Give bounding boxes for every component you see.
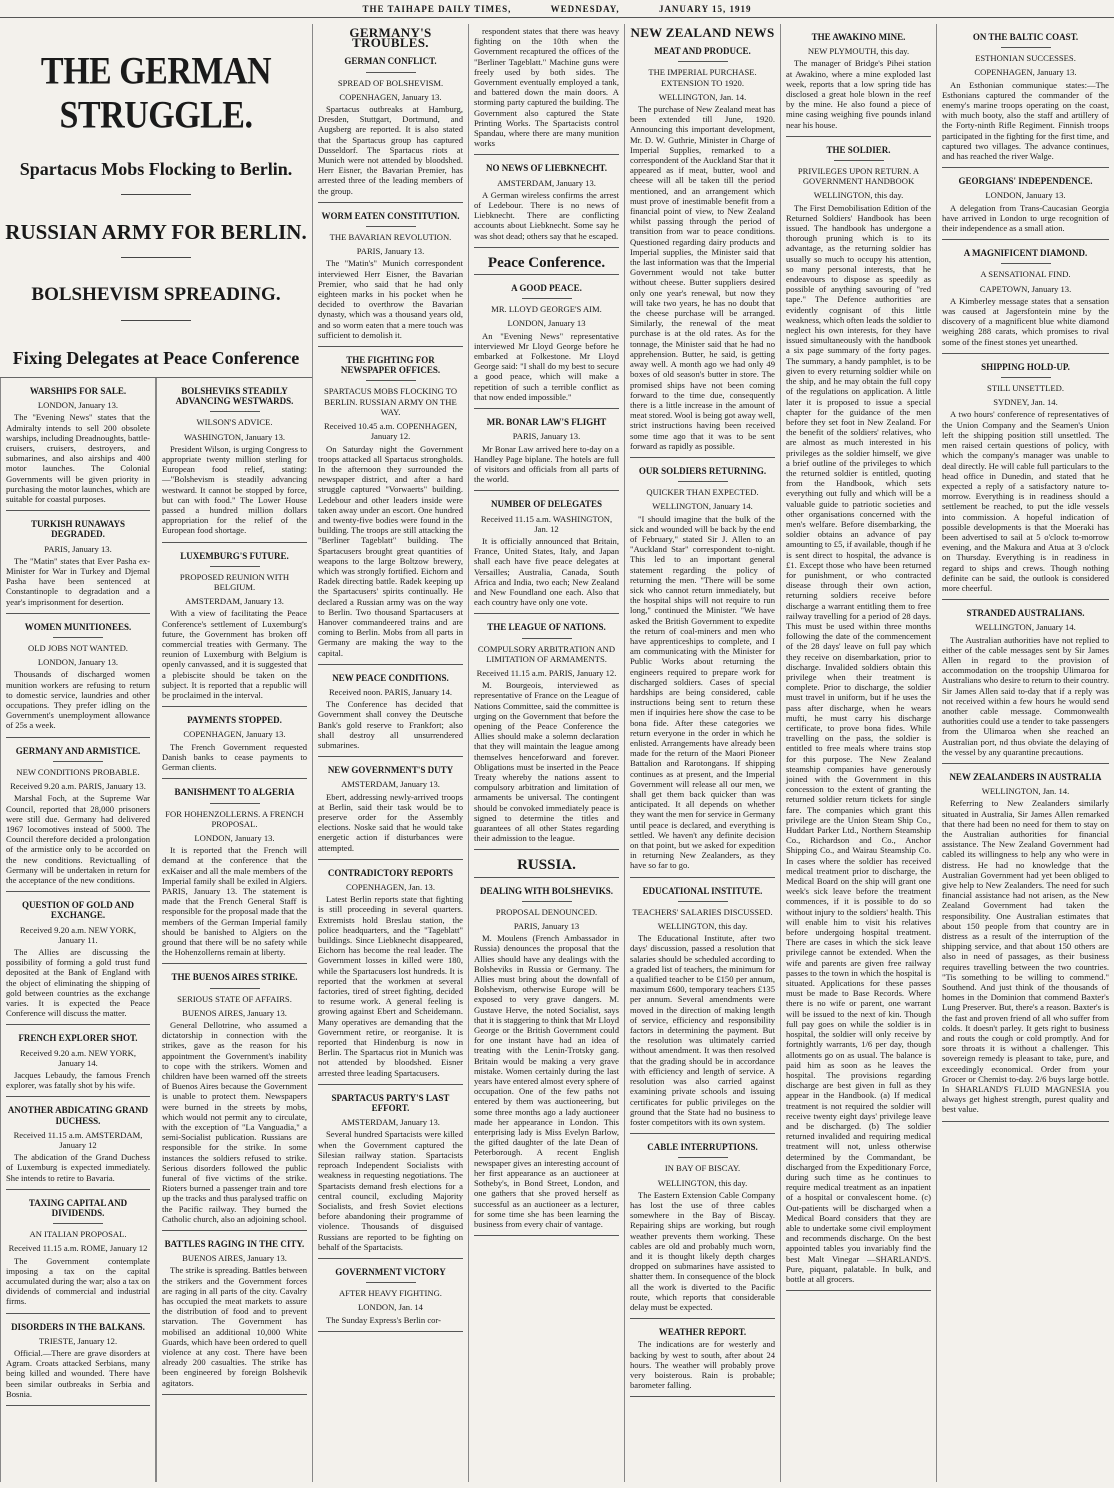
divider xyxy=(53,761,103,762)
article-headline: A MAGNIFICENT DIAMOND. xyxy=(963,248,1088,259)
article-body: The Australian authorities have not replied to either of the cable messages sent by Sir James Allen in regard to the provision of accommodation on the troopship Ulimaroa for Australians who desire to return to their country. Sir James Allen said to-day that if a reply was not received within a few hours he would send another cable message. Commonwealth authorities could use a tender to take passengers from the Ulimaroa when she reached an Australian port, nd thus obviate the delaying of the vessel by any quarantine precautions. xyxy=(942,634,1109,757)
divider xyxy=(942,599,1109,600)
article-body: Referring to New Zealanders similarly situated in Australia, Sir James Allen remarked that there had been no need for them to stay on the Australian authorities for financial assistance. The New Zealand Government had cabled its willingness to help any who were in distress. He had no knowledge that the Australian Government had yet been obliged to give help to New Zealanders. The need for such financial assistance had not arisen, as the New Zealand Government had taken the responsibility. One Australian estimates that about 150 people from that country are in distress as a result of the interruption of the shipping service, and that about 150 others are also in need of passages, as their business requires travelling between the two countries. "Tis something to be willing to commend." Southend. And just think of the thousands of homes in the Dominion that commend Baxter's Lung Preserver. But, there's a reason. Baxter's is the fast and proven friend of all who suffer from colds. It doesn't parley. It gets right to business and routs the cough or cold promptly. And for sore throats it is without a challenger. This sovereign remedy is pleasant to take, pure, and exceedingly economical. Order from your Grocer or Chemist to-day. 2/6 buys large bottle. In SHARLAND'S FLUID MAGNESIA you always get highest strength, purest quality and best value. xyxy=(942,798,1109,1115)
article-body: Ebert, addressing newly-arrived troops at Berlin, said their task would be to preserve order for the Assembly elections. Noske said that he would take energetic action if disturbances were attempted. xyxy=(318,791,463,853)
divider xyxy=(210,803,260,804)
dateline: AMSTERDAM, January 13. xyxy=(185,596,284,607)
divider xyxy=(6,1313,150,1314)
article xyxy=(630,1327,775,1397)
article xyxy=(942,32,1109,168)
divider xyxy=(6,1024,150,1025)
article-subheadline: WILSON'S ADVICE. xyxy=(196,417,273,428)
article-subheadline: THE BAVARIAN REVOLUTION. xyxy=(329,232,452,243)
divider xyxy=(6,510,150,511)
article xyxy=(162,972,307,1231)
column-2 xyxy=(312,24,468,1482)
lead-subhead-3: BOLSHEVISM SPREADING. xyxy=(31,284,281,305)
article-headline: BANISHMENT TO ALGERIA xyxy=(174,787,295,798)
article-headline: TAXING CAPITAL AND DIVIDENDS. xyxy=(28,1197,128,1218)
article-headline: MEAT AND PRODUCE. xyxy=(654,46,751,57)
divider xyxy=(474,1235,619,1236)
article xyxy=(318,765,463,860)
article-body: "I should imagine that the bulk of the sick and wounded will be back by the end of February," stated Sir J. Allen to an "Auckland Star" correspondent to-night. This led to an important general statement regarding the policy of returning the men. "There will be some sick who cannot return immediately, but the hospital ships will not require to run long," continued the Minister. "We have asked the British Government to expedite the return of coal-miners and men who have apprenticeships to complete, and I am communicating with the Minister for Public Works about returning the engineers required to prepare work for discharged soldiers. Cases of special hardships are being considered, cable instructions being sent to return these men if inquiries here show the case to be bona fide. After these categories we return everyone in the order in which he enlisted. Arrangements have already been made for the return of the Maori Pioneer Battalion and Rarotongans. If shipping continues as at present, and the Imperial Government will release all our men, we shall get them back quicker than was anticipated. It all depends on whether they want the men for service in Germany until peace is declared, and everything is settled. We haven't any definite decision on that point, but we asked for expedition in returning New Zealanders, as they have so far to go. xyxy=(630,513,775,871)
article-body: M. Moulens (French Ambassador in Russia) denounces the proposal that the Allies should have any dealings with the Bolsheviks in Russia or Germany. The Allies must bring about the downfall of Bolshevism, otherwise Europe will be exposed to very grave dangers. M. Gustave Herve, the noted Socialist, says that it is staggering to think that Mr Lloyd George or the British Government could for one instant have had an idea of treating with the Lenin-Trotsky gang. Britain would be making a very grave mistake. Women certainly during the last years have entered almost every sphere of occupation. One of the few paths not entered by them was auctioneering, but some three months ago a lady auctioneer made her appearance in London. This enterprising lady is Miss Evelyn Barlow, the gifted daughter of the late Dean of Peterborough. A recent English newspaper gives an interesting account of her first appearance as an auctioneer at Sotheby's, in Bond Street, London, and one gathers that she proved herself as successful as an auctioneer as a lecturer, for some time she has been learning the business from every chair of vantage. xyxy=(474,933,619,1229)
divider xyxy=(162,542,307,543)
dateline: Received 9.20 a.m. NEW YORK, January 14. xyxy=(20,1047,136,1068)
article xyxy=(162,551,307,708)
divider xyxy=(162,706,307,707)
divider xyxy=(318,346,463,347)
article-body: The Eastern Extension Cable Company has lost the use of three cables somewhere in the Bay of Biscay. Repairing ships are working, but rough weather prevents them working. These cables are old and probably much worn, and it is thought likely depth charges dropped on submarines have assisted to shatter them. In consequence of the block all the work is diverted to the Pacific route, which reports that considerable delay must be expected. xyxy=(630,1189,775,1312)
article-headline: NEW PEACE CONDITIONS. xyxy=(332,672,449,683)
article-subheadline: NEW CONDITIONS PROBABLE. xyxy=(16,766,140,777)
article xyxy=(318,868,463,1085)
article-subheadline: SPREAD OF BOLSHEVISM. xyxy=(337,77,444,88)
article-body: Thousands of discharged women munition workers are refusing to return to domestic service, laundries and other occupations. They prefer idling on the Government's unemployment allowance of 25s a week. xyxy=(6,669,150,731)
divider xyxy=(474,877,619,878)
divider xyxy=(210,566,260,567)
dateline: LONDON, Jan. 14 xyxy=(358,1302,423,1313)
dateline: AMSTERDAM, January 13. xyxy=(341,1117,440,1128)
dateline: PARIS, January 13. xyxy=(44,543,112,554)
article-headline: TURKISH RUNAWAYS DEGRADED. xyxy=(31,519,125,540)
article xyxy=(318,211,463,347)
article-headline: QUESTION OF GOLD AND EXCHANGE. xyxy=(22,900,134,921)
divider xyxy=(6,737,150,738)
lead-subhead-1: Spartacus Mobs Flocking to Berlin. xyxy=(19,159,293,179)
divider xyxy=(318,202,463,203)
article xyxy=(318,1267,463,1332)
issue-date: JANUARY 15, 1919 xyxy=(658,4,752,14)
article-headline: ON THE BALTIC COAST. xyxy=(972,32,1079,42)
column-1a xyxy=(0,378,156,1482)
article-headline: BATTLES RAGING IN THE CITY. xyxy=(164,1239,305,1250)
article-headline: DISORDERS IN THE BALKANS. xyxy=(11,1321,145,1332)
divider xyxy=(318,1084,463,1085)
article-headline: GEORGIANS' INDEPENDENCE. xyxy=(958,176,1093,187)
divider xyxy=(318,1258,463,1259)
divider xyxy=(6,613,150,614)
lead-headline-block xyxy=(0,24,312,378)
divider xyxy=(162,778,307,779)
article-body: The First Demobilisation Edition of the Returned Soldiers' Handbook has been issued. The handbook has undergone a thorough pruning which is to its advantage, as the returning soldier has usually so much to occupy his attention, so many personal interests, that he endeavours to dispose as speedily as possible of anything savouring of "red tape." The Defence authorities are evidently cognisant of this little weakness, which often leads the soldier to neglect his own interests, for they have issued simultaneously with the handbook a six page summary of the forty pages. The summary, a handy pamphlet, is to be given to every returning soldier while on the ship, and he may obtain the full copy of the regulations on application. A little later it is proposed to issue a special chapter for the guidance of the men before they set foot in New Zealand. For the benefit of the soldiers' relatives, who are almost as much interested in his privileges as the soldier himself, we give a brief outline of the privileges to which the returned soldier is entitled, quoting from the Handbook, which sets everything out fully and which will be a valuable guide to patriotic societies and other organisations concerned with the men's welfare. Before disembarking, the soldier obtains an advance of pay amounting to £5, if available, though if he is sent direct to hospital, the advance is £1. Except those who have been returned for punishment, or who contracted disease through their own action, returning soldiers receive before discharge a warrant entitling them to free railway travelling for a period of 28 days. This must be used within three months following the date of the commencement of the 28 days' leave on full pay which they receive on disembarkation, prior to discharge. Invalided soldiers obtain this privilege when their treatment is complete. Prior to discharge, the soldier must travel in uniform, but if he uses the pass after discharge, when he wears mufti, he must carry his discharge certificate, to prove bona fides. While travelling on the pass, the soldier is entitled to free meals where trains stop for this purpose. The New Zealand steamship companies have generously joined with the Government in this concession to the extent of granting the returned soldier return tickets for single fare. The companies which grant this privilege are the Union Steam Ship Co., Huddart Parker Ltd., Northern Steamship Co., Richardson and Co., Anchor Shipping Co., and Wairau Steamship Co. In cases where the soldier has received medical treatment prior to discharge, the Medical Board on the ship will grant one week's sick leave before the treatment commences, if it is possible to do so without injury to the soldiers' health. This will enable him to visit his relatives before undergoing hospital treatment. There are cases in which the sick leave privilege cannot be extended. When the wife and parents are given free railway passes to the town in which the hospital is situated. Applications for these passes must be made to Base Records. Where there is no wife or parent, one warrant will be issued to the next of kin. Though full pay goes on while the soldier is in hospital, the soldier will only receive by fortnightly warrants, 1/6 per day, though allotments go on as usual. The balance is paid him as soon as he leaves the hospital. The provisions regarding discharge are best given in full as they appear in the Handbook. (a) If medical treatment is not required the soldier will receive twenty eight days' privilege leave and be discharged. (b) The soldier returned invalided and requiring medical treatment will not, unless otherwise determined by the Commandant, be discharged from the Expeditionary Force, during such time as he continues to require medical treatment as an inpatient of a hospital or convalescent home. (c) Out-patients will be discharged when a Medical Board considers that they are able to undertake some civil employment and recommends discharge. On the best appointed tables you invariably find the best Malt Vinegar —SHARLAND'S. Pure, piquant, palatable. In bulk, and bottle at all grocers. xyxy=(786,202,931,1284)
article-subheadline: TEACHERS' SALARIES DISCUSSED. xyxy=(632,906,773,917)
dateline: NEW PLYMOUTH, this day. xyxy=(807,46,910,57)
article-headline: MR. BONAR LAW'S FLIGHT xyxy=(486,417,607,428)
article-subheadline: ESTHONIAN SUCCESSES. xyxy=(975,53,1076,64)
article xyxy=(162,715,307,779)
divider xyxy=(630,1318,775,1319)
column-6 xyxy=(936,24,1114,1482)
article-body: A delegation from Trans-Caucasian Georgia have arrived in London to urge recognition of their independence as a small ation. xyxy=(942,202,1109,234)
dateline: LONDON, January 13. xyxy=(194,832,275,843)
article xyxy=(942,248,1109,354)
divider xyxy=(522,901,572,902)
divider xyxy=(366,380,416,381)
article-body: The purchase of New Zealand meat has been extended till June, 1920. Announcing this important development, Mr. D. W. Guthrie, Minister in Charge of Imperial Supplies, remarked to a correspondent of the Auckland Star that it appeared as if meat, butter, wool and cheese will all be taken till the period mentioned, and an arrangement which must prove of inestimable benefit from a financial point of view, to New Zealand whilst passing through the period of transition from war to peace conditions. Questioned regarding dairy products and Imperial supplies, the Minister said that the last information was that the Imperial Government would not take butter without cheese. Butter suppliers desired only one year's renewal, but now they will take two years, he has no doubt that the cheese purchase will be arranged. Similarly, the renewal of the meat purchase is at the old rates. As for the tonnage, the Minister said that he had no apprehension. Butter, he said, is getting away well. A month ago we had only 49 boxes of old season's butter in store. The promised ships have not been coming forward to the time due, consequently there is a little increase in the amount of meat stored. Wool is being got away well, strict instructions having been received some time ago that it was to be sent forward as rapidly as possible. xyxy=(630,104,775,451)
article xyxy=(474,622,619,850)
article-subheadline: SPARTACUS MOBS FLOCKING TO BERLIN. RUSSIAN ARMY ON THE WAY. xyxy=(323,386,458,417)
article-subheadline: PROPOSAL DENOUNCED. xyxy=(495,906,598,917)
dateline: WELLINGTON, Jan. 14. xyxy=(658,91,747,102)
article xyxy=(474,254,619,275)
article-headline: BOLSHEVIKS STEADILY ADVANCING WESTWARDS. xyxy=(175,386,294,407)
dateline: Received 9.20 a.m. NEW YORK, January 11. xyxy=(20,924,136,945)
paper-name: THE TAIHAPE DAILY TIMES, xyxy=(362,4,512,14)
article-subheadline: IN BAY OF BISCAY. xyxy=(664,1163,741,1174)
divider xyxy=(366,1282,416,1283)
divider xyxy=(678,901,728,902)
article-subheadline: SERIOUS STATE OF AFFAIRS. xyxy=(177,993,292,1004)
article xyxy=(6,519,150,614)
article xyxy=(6,1198,150,1314)
divider xyxy=(474,247,619,248)
column-3 xyxy=(468,24,624,1482)
article-body: An Esthonian communique states:—The Esthonians captured the commander of the enemy's marine troops operating on the coast, with much booty, also the staff and artillery of the Forty-ninth Rifle Regiment. Finnish troops participated in the fighting for the first time, and captured two villages. The advance continues, and has reached the river Walge. xyxy=(942,79,1109,162)
divider xyxy=(522,298,572,299)
article-headline: OUR SOLDIERS RETURNING. xyxy=(638,465,767,476)
article-headline: CABLE INTERRUPTIONS. xyxy=(647,1142,758,1153)
article-headline: NO NEWS OF LIEBKNECHT. xyxy=(485,163,608,174)
dateline: BUENOS AIRES, January 13. xyxy=(182,1007,287,1018)
divider xyxy=(6,1096,150,1097)
article-headline: THE BUENOS AIRES STRIKE. xyxy=(171,972,298,983)
divider xyxy=(942,239,1109,240)
article-subheadline: FOR HOHENZOLLERNS. A FRENCH PROPOSAL. xyxy=(165,808,304,829)
article-body: President Wilson, is urging Congress to appropriate twenty million sterling for European food relief, stating:—"Bolshevism is steadily advancing westward. It cannot be stopped by force, but can with food." The Lower House passed a hundred million dollars appropriation for the relief of the European food shortage. xyxy=(162,443,307,536)
article-headline: SHIPPING HOLD-UP. xyxy=(981,361,1070,372)
article xyxy=(6,386,150,511)
article-headline: A GOOD PEACE. xyxy=(511,283,582,294)
article-body: The strike is spreading. Battles between the strikers and the Government forces are raging in all parts of the city. Cavalry has occupied the meat markets to assure the distribution of food and to prevent starvation. The Government has mobilised an additional 10,000 White Guards, which have been ordered to quell violence at any cost. There have been already 200 casualties. The strike has been engineered by foreign Bolshevik agitators. xyxy=(162,1265,307,1388)
divider xyxy=(318,859,463,860)
article xyxy=(6,622,150,738)
dateline: WELLINGTON, Jan. 14. xyxy=(981,786,1070,797)
article-body: The Conference has decided that Government shall convey the Deutsche Bank's gold reserve to Frankfort; also shall destroy all unsurrendered submarines. xyxy=(318,699,463,750)
divider xyxy=(121,320,191,321)
article-headline: NEW ZEALANDERS IN AUSTRALIA xyxy=(949,771,1102,782)
dateline: WELLINGTON, this day. xyxy=(813,190,904,201)
article-headline: NUMBER OF DELEGATES xyxy=(490,499,602,510)
dateline: PARIS, January 13. xyxy=(356,246,425,257)
article-subheadline: COMPULSORY ARBITRATION AND LIMITATION OF ARMAMENTS. xyxy=(477,643,616,664)
article-body: It is reported that the French will demand at the conference that the exKaiser and all the male members of the Imperial family shall be exiled in Algiers. PARIS, January 13. The statement is made that the French General Staff is responsible for the proposal made that the members of the German Imperial family should be banished to Algiers on the ground that there will be no safety while the Hohenzollerns remain at liberty. xyxy=(162,845,307,958)
dateline: AMSTERDAM, January 13. xyxy=(497,177,596,188)
dateline: COPENHAGEN, January 13. xyxy=(183,729,286,740)
divider xyxy=(834,160,884,161)
divider xyxy=(6,891,150,892)
article-body: M. Bourgeois, interviewed as representative of France on the League of Nations Committee, said the committee is urging on the Government that before the opening of the Peace Conference the Allies should make a solemn declaration that they will maintain the league among themselves henceforward and forever. Obligations must be inserted in the Peace Treaty whereby the nations assent to compulsory arbitration and limitation of armaments be universal. The contingent should be convoked immediately peace is signed to determine the titles and guarantees of all other States regarding their admission to the league. xyxy=(474,680,619,844)
dateline: PARIS, January 13. xyxy=(512,431,581,442)
article xyxy=(630,466,775,878)
article-body: The "Evening News" states that the Admiralty intends to sell 200 obsolete warships, including Dreadnoughts, battle-cruisers, cruisers, destroyers, and submarines, and also airships and 400 motor launches. The Colonial Governments will be given priority in purchasing the motor launches, which are suitable for coastal purposes. xyxy=(6,412,150,505)
divider xyxy=(1001,263,1051,264)
article xyxy=(318,56,463,202)
divider xyxy=(786,136,931,137)
dateline: BUENOS AIRES, January 13. xyxy=(182,1253,287,1264)
article xyxy=(6,900,150,1025)
divider xyxy=(474,274,619,275)
divider xyxy=(1001,47,1051,48)
article-body: Mr Bonar Law arrived here to-day on a Handley Page biplane. The hotels are full of visitors and officials from all parts of the world. xyxy=(474,443,619,485)
divider xyxy=(6,1189,150,1190)
article-headline: SPARTACUS PARTY'S LAST EFFORT. xyxy=(331,1092,450,1114)
divider xyxy=(53,637,103,638)
article-body: General Dellotrine, who assumed a dictatorship in connection with the strikes, gave as the reason for his appointment the Government's inability to cope with the strikers. Women and children have been warned off the streets of Buenos Aires because the Government is unable to protect them. Newspapers were burned in the streets by mobs, which would not permit any to circulate, with the exception of "La Vanguadia," a semi-Socialist publication. Russians are responsible for the strike. In some instances the soldiers refused to strike. Serious disorders followed the public funeral of five victims of the strike. Rioters burned a passenger train and tore up the tracks and thus paralysed traffic on the Pacific railway. They burned the Catholic church, also an adjoining school. xyxy=(162,1019,307,1224)
dateline: SYDNEY, Jan. 14. xyxy=(993,397,1058,408)
article-headline: GOVERNMENT VICTORY xyxy=(335,1266,446,1277)
article-body: With a view of facilitating the Peace Conference's settlement of Luxemburg's future, the Government has broken off commercial treaties with Germany. The reunion of Luxemburg with Belgium is openly canvassed, and it is suggested that a plebiscite should be taken on the subject. It is reported that a republic will be proclaimed in the interval. xyxy=(162,608,307,701)
article-headline: CONTRADICTORY REPORTS xyxy=(327,867,454,878)
divider xyxy=(6,1405,150,1406)
article-body: Official.—There are grave disorders at Agram. Croats attacked Serbians, many being killed and wounded. There have been similar outbreaks in Serbia and Bosnia. xyxy=(6,1348,150,1399)
divider xyxy=(210,411,260,412)
dateline: COPENHAGEN, Jan. 13. xyxy=(345,882,436,893)
article-subheadline: MR. LLOYD GEORGE'S AIM. xyxy=(491,304,602,315)
dateline: LONDON, January 13 xyxy=(507,318,586,329)
dateline: CAPETOWN, January 13. xyxy=(979,283,1072,294)
divider xyxy=(318,1331,463,1332)
lead-subhead-2: RUSSIAN ARMY FOR BERLIN. xyxy=(5,220,307,244)
divider xyxy=(522,638,572,639)
article xyxy=(942,608,1109,764)
article xyxy=(786,32,931,137)
dateline: Received 11.15 a.m. PARIS, January 12. xyxy=(476,667,617,678)
article-body: The manager of Bridge's Pihei station at Awakino, where a mine exploded last week, reports that a low spring tide has disclosed a great hole blown in the reef by the mine. He also found a piece of mine casing weighing five pounds inland near his house. xyxy=(786,58,931,130)
dateline: COPENHAGEN, January 13. xyxy=(339,91,442,102)
article-body: A Kimberley message states that a sensation was caused at Jagersfontein mine by the discovery of a magnificent blue white diamond weighing 288 carats, which promises to rival some of the finest stones yet unearthed. xyxy=(942,295,1109,347)
section-heading: Peace Conference. xyxy=(487,254,606,271)
divider xyxy=(162,1394,307,1395)
article-body: A two hours' conference of representatives of the Union Company and the Seamen's Union left the shipping position still unsettled. The men raised certain questions of policy, with which the company's manager was unable to deal directly. He will cable full particulars to the head office in Dunedin, and stated that he expected a reply of a satisfactory nature to-morrow. Everything is in readiness should a settlement be reached, to put the idle vessels into commission. A hopeful indication of possible developments is that the Moeraki has been advertised to sail at 5 o'clock to-morrow evening, and the Makura and Atua at 3 o'clock on Thursday. Everything is in readiness in regard to ships and crews. Though nothing definite can be said, the outlook is considered more cheerful. xyxy=(942,409,1109,593)
article xyxy=(474,499,619,614)
article-subheadline: QUICKER THAN EXPECTED. xyxy=(646,487,759,498)
article-subheadline: PRIVILEGES UPON RETURN. A GOVERNMENT HANDBOOK xyxy=(797,166,920,187)
article xyxy=(474,26,619,155)
article-body: The Sunday Express's Berlin cor- xyxy=(326,1314,441,1325)
article-headline: WARSHIPS FOR SALE. xyxy=(29,386,127,396)
article-headline: EDUCATIONAL INSTITUTE. xyxy=(642,885,763,896)
divider xyxy=(942,763,1109,764)
article-body: Spartacus outbreaks at Hamburg, Dresden, Stuttgart, Dortmund, and Augsberg are reported. It is also stated that the Spartacus group has captured Dusseldorf. The Spartacus riots at Munich were not attended by bloodshed. Herr Eisner, the Bavarian Premier, has arrested three of the leading members of the group. xyxy=(318,104,463,196)
article-headline: FRENCH EXPLORER SHOT. xyxy=(18,1033,138,1044)
article-body: The Government contemplate imposing a tax on the capital accumulated during the war; also a tax on dividends of commercial and industrial firms. xyxy=(6,1255,150,1307)
article xyxy=(630,886,775,1134)
article-body: A German wireless confirms the arrest of Ledebour. There is no news of Liebknecht. There are conflicting accounts about Liebknecht. Some say he was shot dead; others say that he escaped. xyxy=(474,189,619,241)
dateline: Received 11.15 a.m. ROME, January 12 xyxy=(8,1243,148,1254)
article xyxy=(474,417,619,491)
column-title: NEW ZEALAND NEWS xyxy=(630,25,775,40)
article-headline: WOMEN MUNITIONEES. xyxy=(24,621,132,632)
column-5 xyxy=(780,24,936,1482)
article-body: The Allies are discussing the possibility of forming a gold trust fund deposited at the Bank of England with the object of eliminating the shipping of gold between countries as the exchange varies. It is expected the Peace Conference will discuss the matter. xyxy=(6,946,150,1019)
article-headline: GERMAN CONFLICT. xyxy=(344,56,437,67)
article-body: Jacques Lebaudy, the famous French explorer, was fatally shot by his wife. xyxy=(6,1069,150,1091)
article xyxy=(474,283,619,409)
article-headline: THE AWAKINO MINE. xyxy=(811,32,906,42)
dateline: COPENHAGEN, January 13. xyxy=(974,67,1077,78)
divider xyxy=(630,877,775,878)
article-subheadline: A SENSATIONAL FIND. xyxy=(980,269,1071,280)
article-headline: PAYMENTS STOPPED. xyxy=(187,715,282,726)
article xyxy=(6,746,150,892)
divider xyxy=(366,226,416,227)
divider xyxy=(942,353,1109,354)
article xyxy=(786,145,931,1291)
article xyxy=(942,772,1109,1122)
article xyxy=(942,362,1109,600)
article-body: On Saturday night the Government troops attacked all Spartacus strongholds. In the afternoon they surrounded the newspaper district, and after a hard struggle captured "Vorwaerts" building. Ledebour and other leaders inside were taken away under an escort. One hundred and twenty-five bodies were found in the building. The troops are still attacking the "Berliner Tageblatt" building. The Spartacusers brought great quantities of weapons to the large Boltzow brewery, which was strongly fortified. Eichorn and Radek directing battle. Radek keeping up the Spartacusers' spirits continually. He declared a Russian army was on the way to Berlin. Two thousand Spartacusers at Hanover commandeered trains and are coming to Berlin. Mobs from all parts in Germany are making the way to the capital. xyxy=(318,443,463,658)
article-body: Latest Berlin reports state that fighting is still proceeding in several quarters. Extremists hold Breslau station, the police headquarters, and the "Tageblatt" buildings. Since Liebknecht disappeared, Eichorn has become the real leader. The Government losses in killed were 180, while the Spartacusers lost hundreds. It is reported that the workmen at several factories, tired of street fighting, decided to resume work. A general feeling is growing against Ebert and Scheidemann. Many operatives are demanding that the Government retire, or reorganise. It is reported that Hindenburg is now in Berlin. The Spartacus riot in Munich was not attended by bloodshed. Eisner arrested three leading Spartacusers. xyxy=(318,894,463,1078)
divider xyxy=(630,1133,775,1134)
article-body: The "Matin" states that Ever Pasha ex-Minister for War in Turkey and Djemal Pasha have been sentenced at Constantinople to degradation and a year's imprisonment for desertion. xyxy=(6,555,150,607)
column-title: GERMANY'S TROUBLES. xyxy=(349,25,432,51)
divider xyxy=(474,849,619,850)
article xyxy=(318,355,463,665)
article-headline: STRANDED AUSTRALIANS. xyxy=(966,608,1085,619)
divider xyxy=(678,481,728,482)
dateline: WELLINGTON, this day. xyxy=(657,921,748,932)
article-headline: THE FIGHTING FOR NEWSPAPER OFFICES. xyxy=(340,355,441,376)
article xyxy=(6,1322,150,1406)
article-subheadline: AFTER HEAVY FIGHTING. xyxy=(339,1288,442,1299)
dateline: WELLINGTON, January 14. xyxy=(975,622,1076,633)
divider xyxy=(630,457,775,458)
article xyxy=(6,1033,150,1097)
divider xyxy=(678,1157,728,1158)
divider xyxy=(318,756,463,757)
article-body: The French Government requested Danish banks to cease payments to German clients. xyxy=(162,741,307,773)
article-body: The abdication of the Grand Duchess of Luxemburg is expected immediately. She intends to retire to Bavaria. xyxy=(6,1152,150,1183)
divider xyxy=(366,72,416,73)
article-subheadline: THE IMPERIAL PURCHASE. EXTENSION TO 1920. xyxy=(648,67,757,88)
divider xyxy=(1001,377,1051,378)
dateline: Received 11.15 a.m. WASHINGTON, Jan. 12 xyxy=(480,513,613,534)
article xyxy=(162,386,307,543)
dateline: Received 9.20 a.m. PARIS, January 13. xyxy=(10,781,146,792)
article-subheadline: PROPOSED REUNION WITH BELGIUM. xyxy=(179,571,290,593)
divider xyxy=(678,61,728,62)
divider xyxy=(474,154,619,155)
lead-subhead-4: Fixing Delegates at Peace Conference xyxy=(12,348,300,368)
dateline: TRIESTE, January 12. xyxy=(38,1335,118,1346)
dateline: WELLINGTON, this day. xyxy=(657,1177,748,1188)
dateline: AMSTERDAM, January 13. xyxy=(341,779,440,790)
article-headline: NEW GOVERNMENT'S DUTY xyxy=(327,765,454,776)
divider xyxy=(630,1396,775,1397)
divider xyxy=(162,963,307,964)
article xyxy=(6,1105,150,1189)
article xyxy=(318,1093,463,1259)
dateline: Received 11.15 a.m. AMSTERDAM, January 12 xyxy=(13,1129,143,1150)
article xyxy=(630,1142,775,1319)
article xyxy=(318,673,463,757)
article xyxy=(942,176,1109,240)
article-headline: DEALING WITH BOLSHEVIKS. xyxy=(479,885,614,896)
issue-day: WEDNESDAY, xyxy=(550,4,620,14)
article xyxy=(474,886,619,1237)
article xyxy=(474,857,619,877)
lead-title: THE GERMAN STRUGGLE. xyxy=(40,50,272,137)
masthead xyxy=(0,0,1114,18)
article xyxy=(630,46,775,458)
article-subheadline: AN ITALIAN PROPOSAL. xyxy=(29,1229,127,1240)
article-body: The indications are for westerly and backing by west to south, after about 24 hours. The weather will probably prove very boisterous. Rain is probable; barometer falling. xyxy=(630,1339,775,1391)
article-body: It is officially announced that Britain, France, United States, Italy, and Japan shall each have five peace delegates at Versailles; Australia, Canada, South Africa and India, two each; New Zealand and New Foundland one each. Also that each country have only one vote. xyxy=(474,535,619,608)
divider xyxy=(210,988,260,989)
column-1b xyxy=(156,378,312,1482)
article-headline: WORM EATEN CONSTITUTION. xyxy=(321,210,460,221)
dateline: LONDON, January 13. xyxy=(985,190,1066,201)
divider xyxy=(474,408,619,409)
article-body: The Educational Institute, after two days' discussion, passed a resolution that salaries should be scheduled according to a graded list of teachers, the minimum for a qualified teacher to be £150 per annum, maximum £600, temporary teachers £135 per annum. Several amendments were moved in the direction of making length of service, efficiency and responsibility factors in determining the payment. But the resolution was ultimately carried without amendment. It was then resolved that the grading should be in accordance with efficiency and length of service. A resolution was also carried against examining private schools and issuing certificates for public privileges on the ground that the State had no business to foster competitors with its own system. xyxy=(630,933,775,1127)
column-4 xyxy=(624,24,780,1482)
article-headline: WEATHER REPORT. xyxy=(658,1327,747,1338)
divider xyxy=(474,490,619,491)
divider xyxy=(474,613,619,614)
article-body: Several hundred Spartacists were killed when the Government captured the Silesian railway station. Spartacists reproach Independent Socialists with weakness in requesting negotiations. The Spartacists demand fresh elections for a central council, excluding Majority Socialists, and fresh Soviet elections before abandoning their programme of violence. Thousands of disguised Russians are reported to be fighting on behalf of the Spartacists. xyxy=(318,1129,463,1252)
article-body: The "Matin's" Munich correspondent interviewed Herr Eisner, the Bavarian Premier, who said that he had only eighteen marks in his pocket when he decided to overthrow the Bavarian dynasty, which was a thousand years old, and so worm eaten that a mere touch was sufficient to demolish it. xyxy=(318,258,463,340)
article xyxy=(162,787,307,964)
dateline: WELLINGTON, January 14. xyxy=(652,501,753,512)
divider xyxy=(162,1230,307,1231)
divider xyxy=(121,257,191,258)
article-headline: LUXEMBURG'S FUTURE. xyxy=(180,550,289,561)
dateline: PARIS, January 13 xyxy=(513,921,580,932)
section-heading: RUSSIA. xyxy=(517,857,576,874)
dateline: Received 10.45 a.m. COPENHAGEN, January 12. xyxy=(324,421,457,442)
dateline: WASHINGTON, January 13. xyxy=(183,431,286,442)
article-headline: THE SOLDIER. xyxy=(826,144,891,155)
divider xyxy=(942,167,1109,168)
divider xyxy=(942,1121,1109,1122)
article-body: An "Evening News" representative interviewed Mr Lloyd George before he embarked at Folkestone. Mr Lloyd George said: "I shall do my best to secure a good peace, which will make a repetition of such a terrible conflict as that now ended impossible." xyxy=(474,330,619,402)
article xyxy=(474,163,619,247)
article-headline: THE LEAGUE OF NATIONS. xyxy=(487,622,606,633)
dateline: LONDON, January 13. xyxy=(37,400,119,411)
article-headline: GERMANY AND ARMISTICE. xyxy=(15,745,141,756)
article-body: Marshal Foch, at the Supreme War Council, reported that 28,000 prisoners were still due. Germany had delivered 1967 locomotives instead of 5000. The Council therefore decided a prolongation of the armistice only to be accorded on the new conditions. Revictualling of Germany will be undertaken in return for the acceptance of the new conditions. xyxy=(6,793,150,885)
dateline: LONDON, January 13. xyxy=(37,657,119,668)
article-headline: ANOTHER ABDICATING GRAND DUCHESS. xyxy=(7,1105,149,1126)
article-subheadline: STILL UNSETTLED. xyxy=(986,383,1064,394)
divider xyxy=(53,1223,103,1224)
article-subheadline: OLD JOBS NOT WANTED. xyxy=(28,643,128,654)
divider xyxy=(121,194,191,195)
article xyxy=(162,1239,307,1395)
divider xyxy=(318,664,463,665)
divider xyxy=(786,1290,931,1291)
article-body: respondent states that there was heavy fighting on the 10th when the Government recaptured the offices of the "Berliner Tageblatt." Machine guns were freely used by both sides. The Government eventually employed a tank, and battered down the main doors. A storming party captured the building. The Government also captured the State Printing Works. The Spartacists control Spandau, where there are many munition works xyxy=(474,26,619,149)
dateline: Received noon. PARIS, January 14. xyxy=(328,686,453,697)
